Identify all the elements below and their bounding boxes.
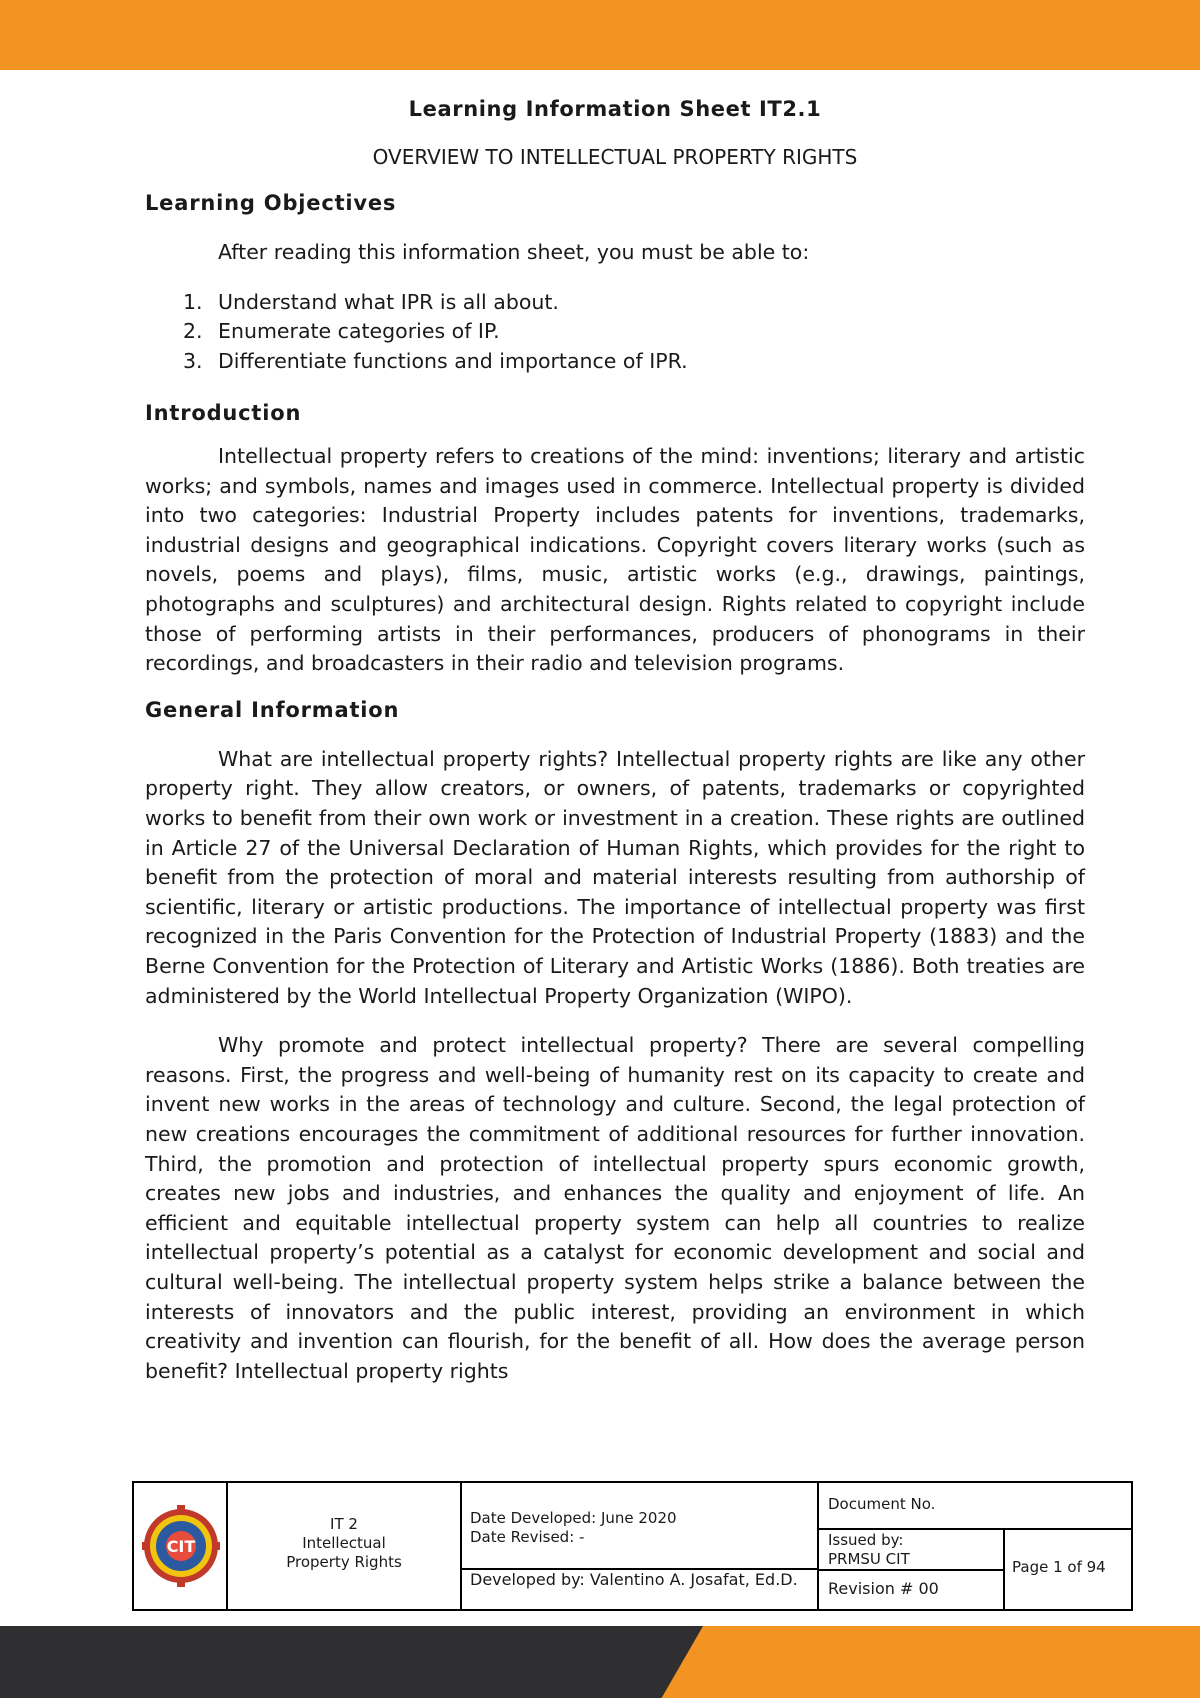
logo-text: CIT [166, 1537, 196, 1556]
objectives-list [145, 288, 1085, 377]
institution-logo [142, 1501, 220, 1591]
page-number: Page 1 of 94 [1012, 1558, 1106, 1576]
date-revised: Date Revised: - [470, 1528, 585, 1546]
date-developed: Date Developed: June 2020 [470, 1509, 677, 1527]
objectives-heading: Learning Objectives [145, 191, 397, 215]
general-information-heading: General Information [145, 697, 400, 722]
revision-number: Revision # 00 [828, 1579, 939, 1598]
objectives-intro: After reading this information sheet, you must be able to: [218, 240, 810, 264]
list-item: 3. Differentiate functions and importance of IPR. [183, 348, 688, 373]
general-paragraph-2: Why promote and protect intellectual property? There are several compelling reasons. First, the progress and well-being of humanity rest on its capacity to create and invent new works in the areas of technology and culture. Second, the legal protection of new creations encourages the commitment of additional resources for further innovation. Third, the promotion and protection of intellectual property spurs economic growth, creates new jobs and industries, and enhances the quality and enjoyment of life. An efficient and equitable intellectual property system can help all countries to realize intellectual property’s potential as a catalyst for economic development and social and cultural well-being. The intellectual property system helps strike a balance between the interests of innovators and the public interest, providing an environment in which creativity and invention can flourish, for the benefit of all. How does the average person benefit? Intellectual property rights [145, 1033, 1085, 1383]
footer-color-band [0, 1626, 1200, 1698]
document-subtitle: OVERVIEW TO INTELLECTUAL PROPERTY RIGHTS [372, 145, 858, 169]
course-code: IT 2 [330, 1515, 358, 1533]
issued-by: Issued by: PRMSU CIT [828, 1531, 910, 1568]
footer-accent-stripe [651, 1626, 1200, 1698]
document-body [145, 92, 1085, 1386]
developer-cell [470, 1571, 810, 1589]
course-cell [228, 1483, 460, 1609]
introduction-paragraph: Intellectual property refers to creations of the mind: inventions; literary and artistic works; and symbols, names and images used in commerce. Intellectual property is divided into two categories: Industrial Property includes patents for inventions, trademarks, industrial designs and geographical indications. Copyright covers literary works (such as novels, poems and plays), films, music, artistic works (e.g., drawings, paintings, photographs and sculptures) and architectural design. Rights related to copyright include those of performing artists in their performances, producers of phonograms in their recordings, and broadcasters in their radio and television programs. [145, 444, 1085, 676]
developed-by: Developed by: Valentino A. Josafat, Ed.D. [470, 1570, 798, 1589]
list-item: 2. Enumerate categories of IP. [183, 319, 500, 344]
course-name: Intellectual Property Rights [286, 1534, 402, 1571]
document-number: Document No. [828, 1495, 936, 1513]
introduction-heading: Introduction [145, 401, 302, 426]
list-item: 1. Understand what IPR is all about. [183, 289, 559, 314]
dates-cell [470, 1509, 810, 1547]
document-footer-table [132, 1481, 1133, 1611]
header-color-band [0, 0, 1200, 70]
general-paragraph-1: What are intellectual property rights? Intellectual property rights are like any other property right. They allow creators, or owners, of patents, trademarks or copyrighted works to benefit from their own work or investment in a creation. These rights are outlined in Article 27 of the Universal Declaration of Human Rights, which provides for the right to benefit from the protection of moral and material interests resulting from authorship of scientific, literary or artistic productions. The importance of intellectual property was first recognized in the Paris Convention for the Protection of Industrial Property (1883) and the Berne Convention for the Protection of Literary and Artistic Works (1886). Both treaties are administered by the World Intellectual Property Organization (WIPO). [145, 746, 1085, 1008]
document-title: Learning Information Sheet IT2.1 [408, 97, 822, 121]
